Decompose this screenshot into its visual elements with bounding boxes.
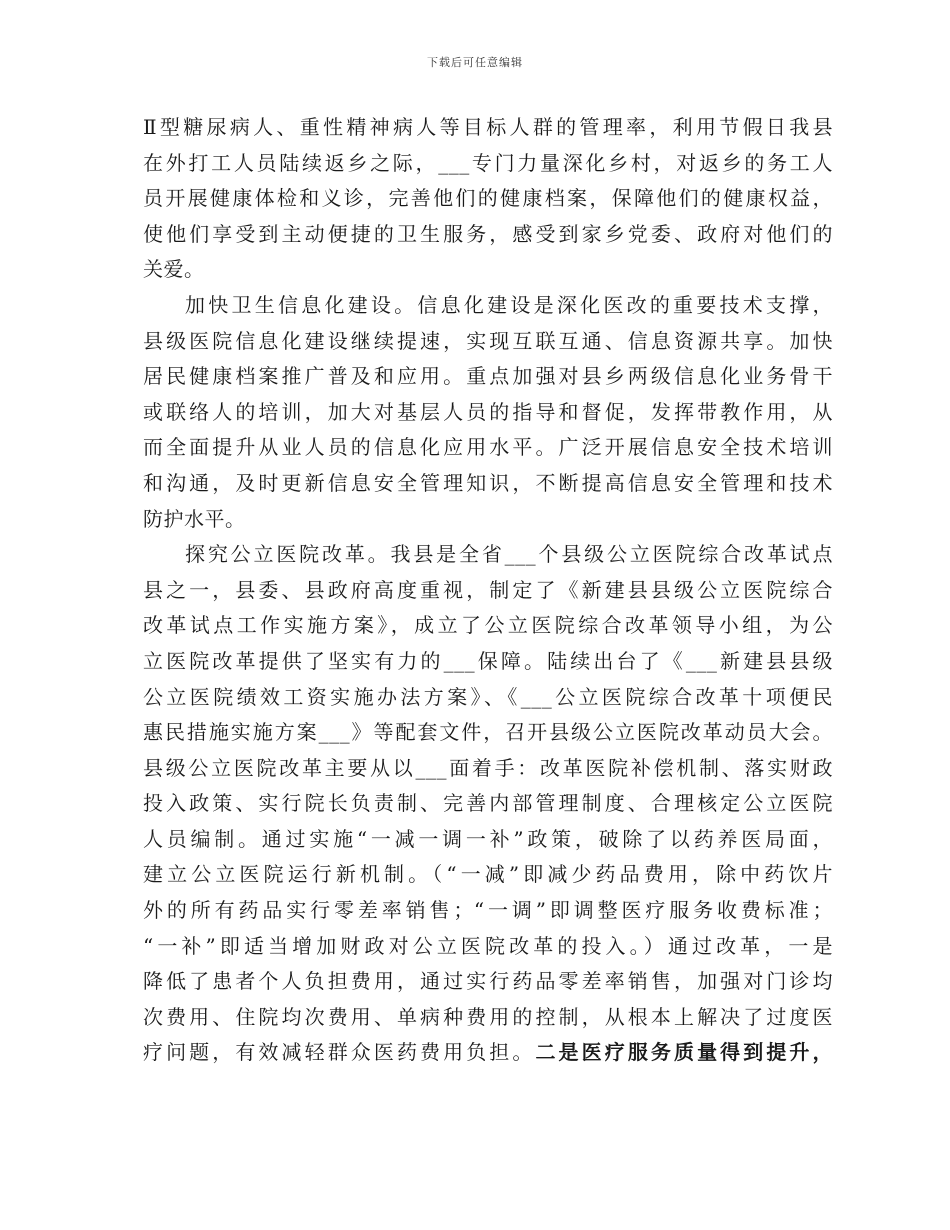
text-line: Ⅱ型糖尿病人、重性精神病人等目标人群的管理率，利用节假日我县	[143, 115, 833, 139]
text-line: 而全面提升从业人员的信息化应用水平。广泛开展信息安全技术培训	[143, 435, 833, 460]
paragraph-1	[143, 110, 833, 288]
page-header: 下载后可任意编辑	[427, 56, 523, 69]
document-body	[143, 110, 833, 1071]
text-line: 使他们享受到主动便捷的卫生服务，感受到家乡党委、政府对他们的	[143, 221, 833, 246]
text-line: 关爱。	[143, 257, 205, 282]
bold-text-span: 二是医疗服务质量得到提升，	[535, 1040, 834, 1065]
text-line: 改革试点工作实施方案》，成立了公立医院综合改革领导小组，为公	[143, 613, 833, 638]
text-line: 公立医院绩效工资实施办法方案》、《___公立医院综合改革十项便民	[143, 684, 833, 709]
paragraph-3	[143, 537, 833, 1071]
text-line: 县级公立医院改革主要从以___面着手：改革医院补偿机制、落实财政	[143, 755, 833, 780]
text-line: 和沟通，及时更新信息安全管理知识，不断提高信息安全管理和技术	[143, 470, 833, 495]
text-line: 或联络人的培训，加大对基层人员的指导和督促，发挥带教作用，从	[143, 399, 833, 424]
text-line: 人员编制。通过实施“一减一调一补”政策，破除了以药养医局面，	[143, 826, 833, 851]
text-line: 次费用、住院均次费用、单病种费用的控制，从根本上解决了过度医	[143, 1004, 833, 1029]
text-line: 降低了患者个人负担费用，通过实行药品零差率销售，加强对门诊均	[143, 969, 833, 994]
text-line: 居民健康档案推广普及和应用。重点加强对县乡两级信息化业务骨干	[143, 364, 833, 389]
text-line: 外的所有药品实行零差率销售；“一调”即调整医疗服务收费标准；	[143, 898, 833, 923]
paragraph-2	[143, 288, 833, 537]
text-line: 防护水平。	[143, 506, 246, 531]
text-line: 加快卫生信息化建设。信息化建设是深化医改的重要技术支撑，	[185, 292, 833, 317]
text-line: 建立公立医院运行新机制。（“一减”即减少药品费用，除中药饮片	[143, 862, 833, 887]
text-line: “一补”即适当增加财政对公立医院改革的投入。）通过改革，一是	[143, 933, 833, 958]
text-line: 惠民措施实施方案___》等配套文件，召开县级公立医院改革动员大会。	[143, 720, 833, 745]
text-line: 投入政策、实行院长负责制、完善内部管理制度、合理核定公立医院	[143, 791, 833, 816]
text-line: 县级医院信息化建设继续提速，实现互联互通、信息资源共享。加快	[143, 328, 833, 353]
text-line	[143, 1035, 833, 1071]
text-line: 员开展健康体检和义诊，完善他们的健康档案，保障他们的健康权益，	[143, 186, 833, 211]
text-line: 立医院改革提供了坚实有力的___保障。陆续出台了《___新建县县级	[143, 648, 833, 673]
text-line: 在外打工人员陆续返乡之际，___专门力量深化乡村，对返乡的务工人	[143, 150, 833, 175]
text-line: 探究公立医院改革。我县是全省___个县级公立医院综合改革试点	[185, 542, 833, 567]
text-span: 疗问题，有效减轻群众医药费用负担。	[143, 1040, 536, 1065]
text-line: 县之一，县委、县政府高度重视，制定了《新建县县级公立医院综合	[143, 577, 833, 602]
